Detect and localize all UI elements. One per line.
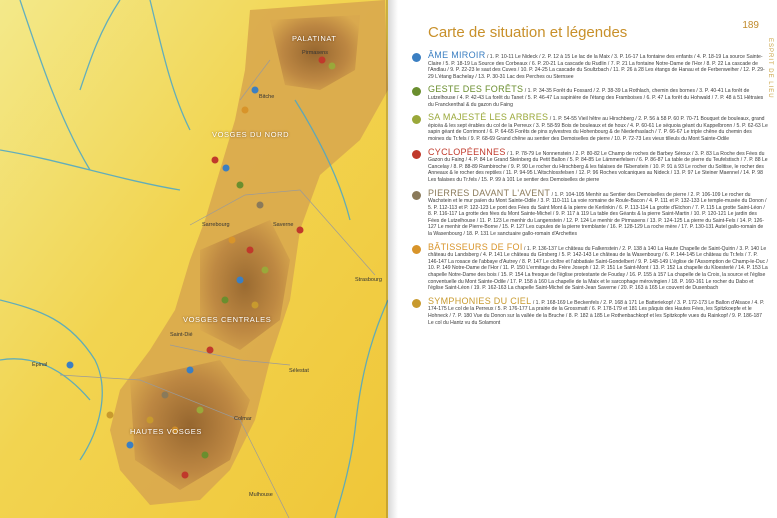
region-vosges-centrales: VOSGES CENTRALES	[183, 315, 272, 324]
legend-section-batisseurs-de-foi	[428, 241, 768, 292]
map-page	[0, 0, 388, 518]
section-title: PIERRES DAVANT L'AVENT	[428, 187, 551, 198]
town-selestat: Sélestat	[289, 368, 309, 374]
page-number: 189	[742, 20, 759, 31]
section-dot-icon	[412, 53, 421, 62]
section-dot-icon	[412, 150, 421, 159]
town-strasbourg: Strasbourg	[355, 277, 382, 283]
legend-page	[398, 0, 777, 518]
legend-section-cyclopeennes	[428, 146, 768, 184]
town-saint-die: Saint-Dié	[170, 332, 193, 338]
section-title: SA MAJESTÉ LES ARBRES	[428, 112, 549, 123]
region-vosges-du-nord: VOSGES DU NORD	[212, 130, 290, 139]
legend-section-ame-miroir	[428, 52, 768, 80]
section-dot-icon	[412, 191, 421, 200]
vosges-map	[0, 0, 388, 518]
section-dot-icon	[412, 245, 421, 254]
section-title: ÂME MIROIR	[428, 50, 486, 60]
section-text: / 1. P. 168-169 Le Beckenfels / 2. P. 168 à 171 Le Batteriekopf / 3. P. 172-173 Le Ballon d'Alsace / 4. P. 174-175 Le col de la Perreux / 5. P. 176-177 La prairie de la Grossmatt / 6. P. 178-179 et 181 Les pâquis des Hautes Fées, les Spitzkoepfe et le Hohneck / 7. P. 180 Vue du Donon sur la vallée de la Bruche / 8. P. 182 à 185 Le Rothenbachkopf et les Spitzkopfe vues du Rainkopf / 9. P. 186-187 Le col du Hantz vu du Solamont	[428, 299, 765, 326]
legend-section-geste-des-forets	[428, 86, 768, 108]
section-dot-icon	[412, 299, 421, 308]
town-pirmasens: Pirmasens	[302, 50, 328, 56]
section-text: / 1. P. 10-11 Le Nideck / 2. P. 12 à 15 Le lac de la Maix / 3. P. 16-17 La fontaine des enfants / 4. P. 18-19 La source Sainte-Claire / 5. P. 18-19 La Source des Corbeaux / 6. P. 20-21 La cascade du Rudlin / 7. P. 21 La fontaine Notre-Dame de l'Hor / 8. P. 22 La cascade de l'Andlau / 9. P. 22-23 le saut des Cuves / 10. P. 24-25 La cascade du Soultzbach / 11. P. 26 à 28 Les étangs de Hanau et de Ferbenweiher / 12. P. 29-29 L'étang Bachelay / 13. P. 30-31 Lac des Perches ou Sternsee	[428, 54, 765, 80]
section-text: / 1. P. 136-137 Le château du Falkenstein / 2. P. 138 à 140 La Haute Chapelle de Saint-Quirin / 3. P. 140 Le château du Landsberg / 4. P. 141 Le château du Girsberg / 5. P. 142-143 Le château de la Wasenbourg / 6. P. 144-145 Le château du Tr.fels / 7. P. 146-147 La rosace de l'abbaye d'Autrey / 8. P. 147 Le cloître et l'abbatiale Saint-Gondelbert / 9. P. 148-149 L'église de l'Assomption de Champ-le-Duc / 10. P. 149 Notre-Dame de l'Hor / 11. P. 150 L'ermitage du Frère Joseph / 12. P. 151 Le Saint-Mont / 13. P. 152 La chapelle du Kloesterlé / 14. P. 153 La chapelle Notre-Dame des bois / 15. P. 154 La fresque de l'église protestante de Fouday / 16. P. 155 à 157 La chapelle de la Croix, la source et l'église conventuelle du Mont Sainte-Odile / 17. P. 158 à 160 La chapelle de la Maix et le sarcophage mérovingien / 18. P. 160-161 Le rocher du Dabo et l'église Saint-Léon / 19. P. 162-163 La chapelle Saint-Michel de Saint-Jean Saverne / 20. P. 163 à 165 Le couvent de Dusenbach	[428, 245, 768, 292]
section-text: / 1. P. 54-55 Vieil hêtre au Hirschberg / 2. P. 56 à 58 P. 60 P. 70-71 Bouquet de bouleaux, grand épicéa & les sept érables du col de la Perreux / 3. P. 58-59 Bois de bouleaux et de houx / 4. P. 60-61 Le séquoia géant du Kappelbronn / 5. P. 62-63 Le sapin géant de Corrimont / 6. P. 64-65 Forêts de pins sylvestres du Hohenbourg & de Niederhaslach / 7. P. 66-67 Le triple chêne du chemin des moines du Tr.fels / 9. P. 68-69 Grand chêne au sentier des Demoiselles de pierre / 10. P. 72-73 Les vieux tilleuls du Mont Sainte-Odile	[428, 116, 768, 142]
town-mulhouse: Mulhouse	[249, 492, 273, 498]
legend-list	[428, 52, 768, 332]
section-text: / 1. P. 78-79 Le Nonnenstein / 2. P. 80-82 Le Champ de roches de Barbey Séroux / 3. P. 83 La Roche des Fées du Gazon du Faing / 4. P. 84 Le Grand Steinberg du Petit Ballon / 5. P. 84-85 Le Lämmerfelsen / 6. P. 86-87 La table de pierre du Teufelstisch / 7. P. 88 Le Cancelay / 8. P. 88-89 Rambiroche / 9. P. 90 Le rocher du Hirschberg & les falaises de l'Ebenstein / 10. P. 91 à 93 Le rocher du Solitise, le rocher des Anneaux & le rocher des reptiles / 11. P. 94-95 L'Altschlossfelsen / 12. P. 96 Roches volcaniques au Nideck / 13. P. 97 Le Steiner Maennel / 14. P. 98 Les falaises du Tr.fels / 15. P. 99 à 101 Le sentier des Demoiselles de pierre	[428, 150, 768, 183]
section-text: / 1. P. 104-105 Menhir au Sentier des Demoiselles de pierre / 2. P. 106-109 Le rocher du Wachstein et le mur païen du Mont Sainte-Odile / 3. P. 110-111 La voie romaine de Roule-Bacon / 4. P. 111 et P. 132-133 Le temple-musée du Donon / 5. P. 112-113 et P. 122-123 Le pont des Fées du Saint Mont & la pierre de Kerlinkin / 6. P. 113-114 La grotte d'Etchon / 7. P. 115 La grotte Saint-Léon / 8. P. 116-117 La grotte des fées du Mont Sainte-Michel / 9. P. 117 à 119 La table des Géants & la pierre Saint-Martin / 10. P. 120-121 Le jardin des Fées de Lutzelhouse / 11. P. 123 Le menhir du Langenstein / 12. P. 124 Le menhir de Pirmasens / 13. P. 124-125 La pierre du Saint-Fels / 14. P. 126-127 Le menhir de Pierre-Borne / 15. P. 127 Les cupules de la pierre tremblante / 16. P. 128-129 La roche mère / 17. P. 130-131 Autel gallo-romain de la Wasenbourg / 18. P. 131 Le sanctuaire gallo-romain d'Archettes	[428, 191, 767, 238]
town-sarrebourg: Sarrebourg	[202, 222, 230, 228]
town-colmar: Colmar	[234, 416, 252, 422]
page-title: Carte de situation et légendes	[428, 24, 628, 41]
region-hautes-vosges: HAUTES VOSGES	[130, 427, 202, 436]
legend-section-symphonies-du-ciel	[428, 295, 768, 326]
section-title: SYMPHONIES DU CIEL	[428, 295, 532, 306]
book-gutter	[386, 0, 398, 518]
region-palatinat: PALATINAT	[292, 34, 337, 43]
section-title: BÂTISSEURS DE FOI	[428, 241, 523, 252]
running-head: ESPRIT DE LIEU	[767, 38, 773, 99]
section-dot-icon	[412, 87, 421, 96]
section-title: GESTE DES FORÊTS	[428, 84, 524, 95]
legend-section-sa-majeste-les-arbres	[428, 114, 768, 142]
section-text: / 1. P. 34-35 Forêt du Fossard / 2. P. 38-39 La Rothlach, chemin des bornes / 3. P. 40-41 La forêt de Lutzelhouse / 4. P. 42-43 La forêt du Tanet / 5. P. 46-47 La sapinière de l'étang des Framboises / 6. P. 47 La forêt du Hohwald / 7. P. 48 à 51 Hêtraies du Franckenthal & du gazon du Faing	[428, 88, 764, 108]
legend-section-pierres-davant-lavent	[428, 187, 768, 238]
section-dot-icon	[412, 115, 421, 124]
town-saverne: Saverne	[273, 222, 294, 228]
section-title: CYCLOPÉENNES	[428, 146, 506, 157]
town-epinal: Épinal	[32, 362, 48, 368]
town-bitche: Bitche	[259, 94, 275, 100]
